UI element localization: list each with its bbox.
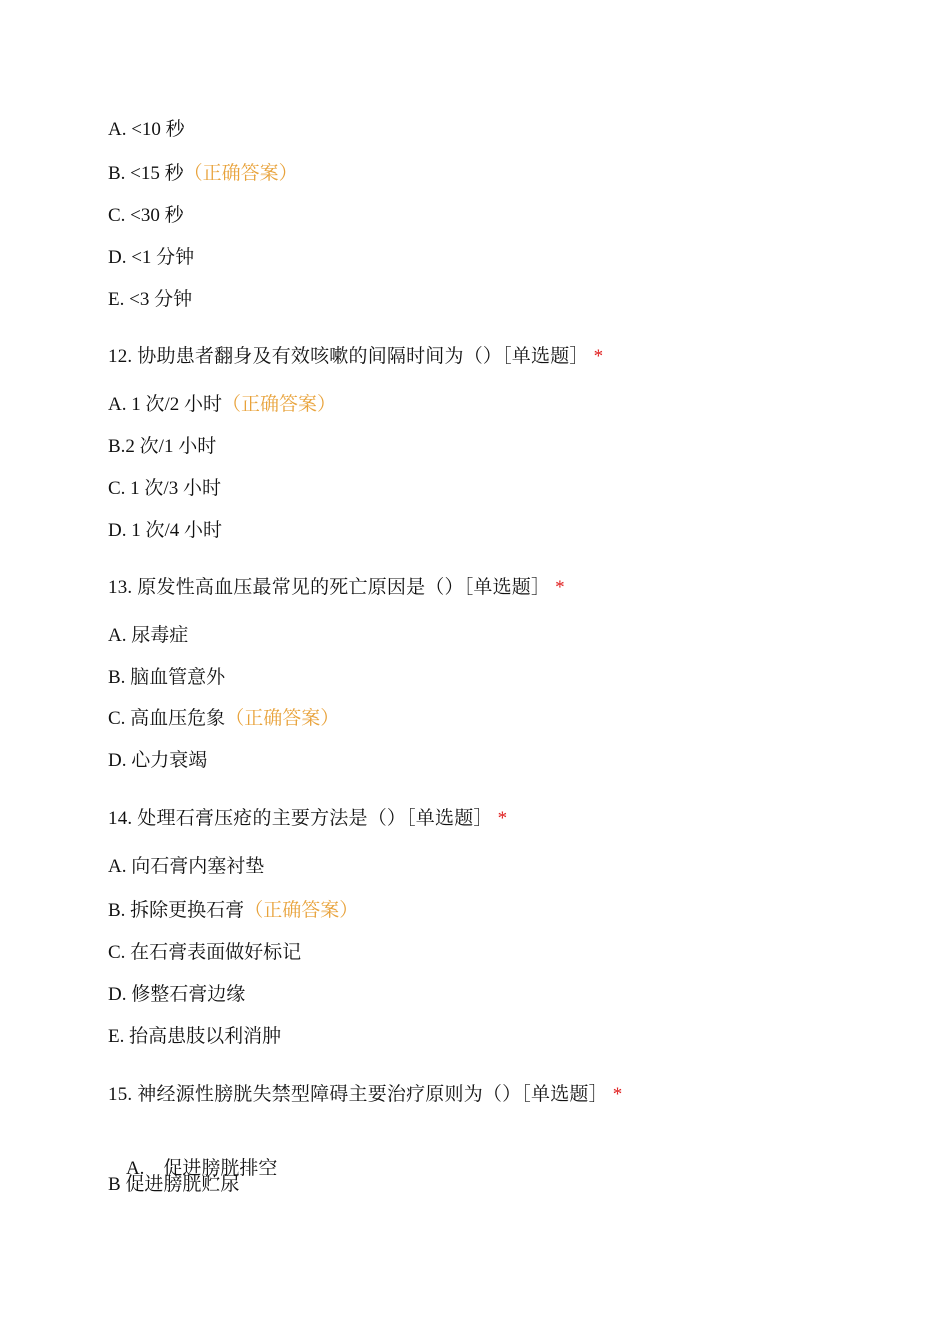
correct-answer-label: （正确答案） — [183, 163, 298, 184]
q14-option-c: C. 在石膏表面做好标记 — [108, 942, 302, 963]
q14-option-d: D. 修整石膏边缘 — [108, 984, 246, 1005]
q14-option-e: E. 抬高患肢以利消肿 — [108, 1026, 282, 1047]
required-asterisk: * — [497, 808, 508, 829]
correct-answer-label: （正确答案） — [244, 900, 359, 921]
question-12-title: 12. 协助患者翻身及有效咳嗽的间隔时间为（）［单选题］ * — [108, 346, 604, 367]
q13-option-c: C. 高血压危象（正确答案） — [108, 708, 340, 729]
q11-option-c: C. <30 秒 — [108, 205, 184, 226]
correct-answer-label: （正确答案） — [222, 394, 337, 415]
correct-answer-label: （正确答案） — [225, 708, 340, 729]
q11-option-a: A. <10 秒 — [108, 119, 185, 140]
q14-option-a: A. 向石膏内塞衬垫 — [108, 856, 265, 877]
q11-option-e: E. <3 分钟 — [108, 289, 193, 310]
q12-option-c: C. 1 次/3 小时 — [108, 478, 221, 499]
q14-option-b: B. 拆除更换石膏（正确答案） — [108, 900, 359, 921]
q11-option-d: D. <1 分钟 — [108, 247, 195, 268]
required-asterisk: * — [593, 346, 604, 367]
q12-option-d: D. 1 次/4 小时 — [108, 520, 223, 541]
q13-option-a: A. 尿毒症 — [108, 625, 189, 646]
q11-option-b: B. <15 秒（正确答案） — [108, 163, 298, 184]
question-15-title: 15. 神经源性膀胱失禁型障碍主要治疗原则为（）［单选题］ * — [108, 1084, 623, 1105]
q13-option-b: B. 脑血管意外 — [108, 667, 226, 688]
q12-option-b: B.2 次/1 小时 — [108, 436, 217, 457]
question-13-title: 13. 原发性高血压最常见的死亡原因是（）［单选题］ * — [108, 577, 565, 598]
q13-option-d: D. 心力衰竭 — [108, 750, 208, 771]
q15-option-b: B 促进膀胱贮尿 — [108, 1174, 240, 1195]
q15-option-a: A. 促进膀胱排空 — [125, 1158, 278, 1179]
question-14-title: 14. 处理石膏压疮的主要方法是（）［单选题］ * — [108, 808, 508, 829]
required-asterisk: * — [612, 1084, 623, 1105]
required-asterisk: * — [555, 577, 565, 598]
q12-option-a: A. 1 次/2 小时（正确答案） — [108, 394, 337, 415]
